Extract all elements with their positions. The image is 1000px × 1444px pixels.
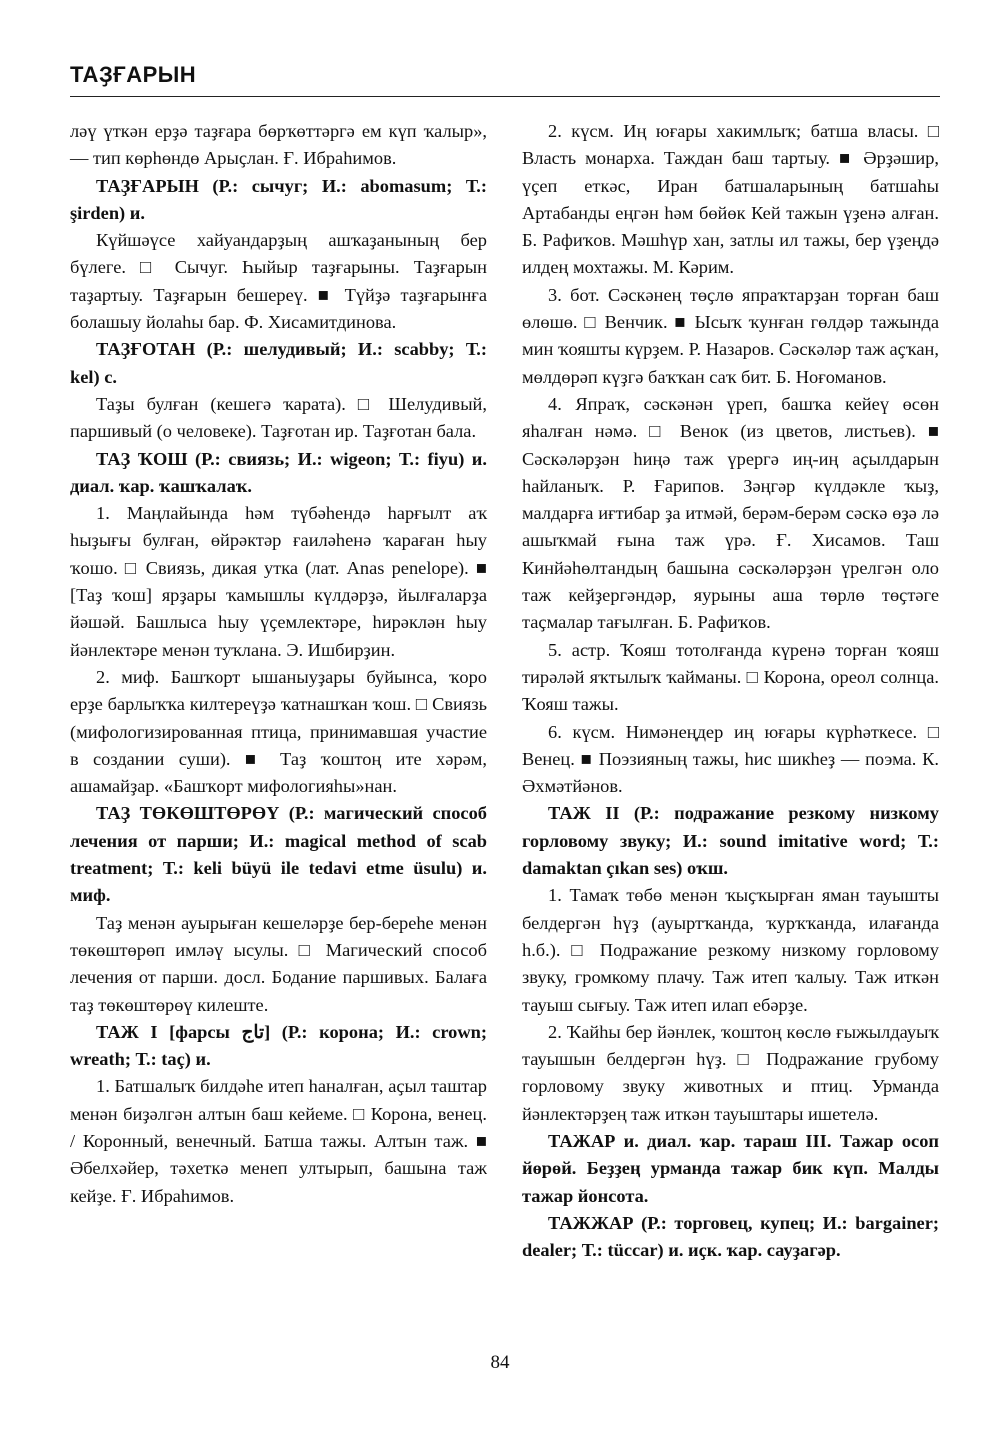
entry-headword: ТАҘҒОТАН (Р.: шелудивый; И.: scabby; Т.: kel) с. [70, 339, 487, 387]
entry-text: 1. Батшалыҡ билдәһе итеп һаналған, аҫыл таштар менән биҙәлгән алтын баш кейеме. □ Корона, венец. / Коронный, венечный. Батша тажы. Алтын таж. ■ Әбелхәйер, тәхеткә менеп ултырып, башына таж кейҙе. Ғ. Ибраһимов. [70, 1076, 487, 1206]
entry-headword: ТАЖ I [фарсы تاج] (Р.: корона; И.: crown; wreath; Т.: taç) и. [70, 1021, 488, 1070]
page-number: 84 [490, 1352, 510, 1373]
left-column [70, 118, 487, 1210]
entry-headword: ТАЖ II (Р.: подражание резкому низкому горловому звуку; И.: sound imitative word; Т.: damaktan çıkan ses) оҡш. [522, 803, 939, 879]
entry-headword: ТАҘ ҠОШ (Р.: свиязь; И.: wigeon; Т.: fiyu) и. диал. ҡар. ҡашҡалаҡ. [70, 448, 487, 496]
entry-headword: ТАҘ ТӨКӨШТӨРӨҮ (Р.: магический способ лечения от парши; И.: magical method of scab treatment; Т.: keli büyü ile tedavi etme üsulu) и. миф. [70, 803, 487, 906]
entry-text: 3. бот. Сәскәнең төҫлө япраҡтарҙан торған баш өлөшө. □ Венчик. ■ Ысыҡ ҡунған гөлдәр тажында мин ҡояшты күрҙем. Р. Назаров. Сәскәләр таж аҫҡан, мөлдөрәп күҙгә баҡҡан саҡ бит. Б. Ноғоманов. [522, 284, 939, 387]
entry-text: 1. Маңлайында һәм түбәһендә һарғылт аҡ һыҙығы булған, өйрәктәр ғаиләһенә ҡараған һыу ҡошо. □ Свиязь, дикая утка (лат. Anas penelope). ■ [Таҙ ҡош] ярҙары ҡамышлы күлдәрҙә, йылғаларҙа йәшәй. Башлыса һыу үҫемлектәре, һирәклән һыу йәнлектәре менән туҡлана. Э. Ишбирҙин. [70, 503, 487, 660]
entry-text: 1. Тамаҡ төбө менән ҡыҫҡырған яман тауышты белдергән һүҙ (ауыртҡанда, ҡурҡҡанда, илағанда һ.б.). □ Подражание резкому низкому горловому звуку, громкому плачу. Таж итеп ҡалыу. Таж иткән тауыш сығыу. Таж итеп илап ебәрҙе. [522, 885, 939, 1015]
header-rule [70, 96, 940, 97]
entry-text: Таҙ менән ауырыған кешеләрҙе бер-береһе менән төкөштөрөп имләү ысулы. □ Магический способ лечения от парши. досл. Бодание паршивых. Балаға таҙ төкөштөрөү килеште. [70, 912, 487, 1015]
entry-text: 4. Япраҡ, сәскәнән үреп, башҡа кейеү өсөн яһалған нәмә. □ Венок (из цветов, листьев). ■ Сәскәләрҙән һиңә таж үрергә иң-иң аҫылдарын һайланыҡ. Р. Ғарипов. Зәңгәр күлдәкле ҡыҙ, малдарға иғтибар ҙа итмәй, берәм-берәм сәскә өҙә лә ашыҡмай ғына таж үрә. Ғ. Хисамов. Таш Кинйәһөлтандың башына сәскәләрҙән үрелгән оло таж кейҙергәндәр, яурыны аша төрлө төҫтәге таҫмалар тағылған. Б. Рафиҡов. [522, 393, 939, 633]
entry-headword: ТАЖЖАР (Р.: торговец, купец; И.: bargainer; dealer; Т.: tüccar) и. иҫк. ҡар. сауҙагәр. [522, 1212, 939, 1261]
entry-text: 2. күсм. Иң юғары хакимлыҡ; батша власы. □ Власть монарха. Таждан баш тартыу. ■ Әрҙәшир, үҫеп еткәс, Иран батшаларының батшаһы Артабанды еңгән һәм бөйөк Кей тажын үҙенә алған. Б. Рафиҡов. Мәшһүр хан, затлы ил тажы, бер үҙеңдә илдең мохтажы. М. Кәрим. [522, 121, 939, 278]
right-column [522, 118, 939, 1264]
entry-text: 2. Ҡайһы бер йәнлек, ҡоштоң көслө ғыжылдауыҡ тауышын белдергән һүҙ. □ Подражание грубому горловому звуку животных и птиц. Урманда йәнлектәрҙең таж иткән тауыштары ишетелә. [522, 1021, 939, 1124]
running-head: ТАҘҒАРЫН [70, 62, 197, 87]
entry-headword: ТАҘҒАРЫН (Р.: сычуг; И.: abomasum; Т.: şirden) и. [70, 175, 487, 223]
entry-text: 5. астр. Ҡояш тотолғанда күренә торған ҡояш тирәләй яҡтылыҡ ҡайманы. □ Корона, ореол солнца. Ҡояш тажы. [522, 639, 939, 715]
entry-text: 2. миф. Башҡорт ышаныуҙары буйынса, ҡоро ерҙе барлыҡҡа килтереүҙә ҡатнашҡан ҡош. □ Свиязь (мифологизированная птица, принимавшая участие в создании суши). ■ Таҙ ҡоштоң ите хәрәм, ашамайҙар. «Башҡорт мифологияһы»нан. [70, 666, 487, 797]
entry-text: Таҙы булған (кешегә ҡарата). □ Шелудивый, паршивый (о человеке). Таҙғотан ир. Таҙғотан бала. [70, 393, 487, 442]
entry-text: Күйшәүсе хайуандарҙың ашҡаҙанының бер бүлеге. □ Сычуг. Һыйыр таҙғарыны. Таҙғарын таҙартыу. Таҙғарын бешереү. ■ Түйҙә таҙғарынға болашыу йолаһы бар. Ф. Хисамитдинова. [70, 230, 487, 333]
entry-headword: ТАЖАР и. диал. ҡар. тараш III. Тажар осоп йөрөй. Беҙҙең урманда тажар бик күп. Малды тажар йонсота. [522, 1130, 939, 1206]
entry-text: 6. күсм. Нимәнеңдер иң юғары күрһәткесе. □ Венец. ■ Поэзияның тажы, һис шикһеҙ — поэма. К. Әхмәтйәнов. [522, 721, 939, 797]
entry-text: ләү үткән ерҙә таҙғара бөрҡөттәргә ем күп ҡалыр», — тип көрһөндө Арыҫлан. Ғ. Ибраһимов. [70, 121, 487, 169]
